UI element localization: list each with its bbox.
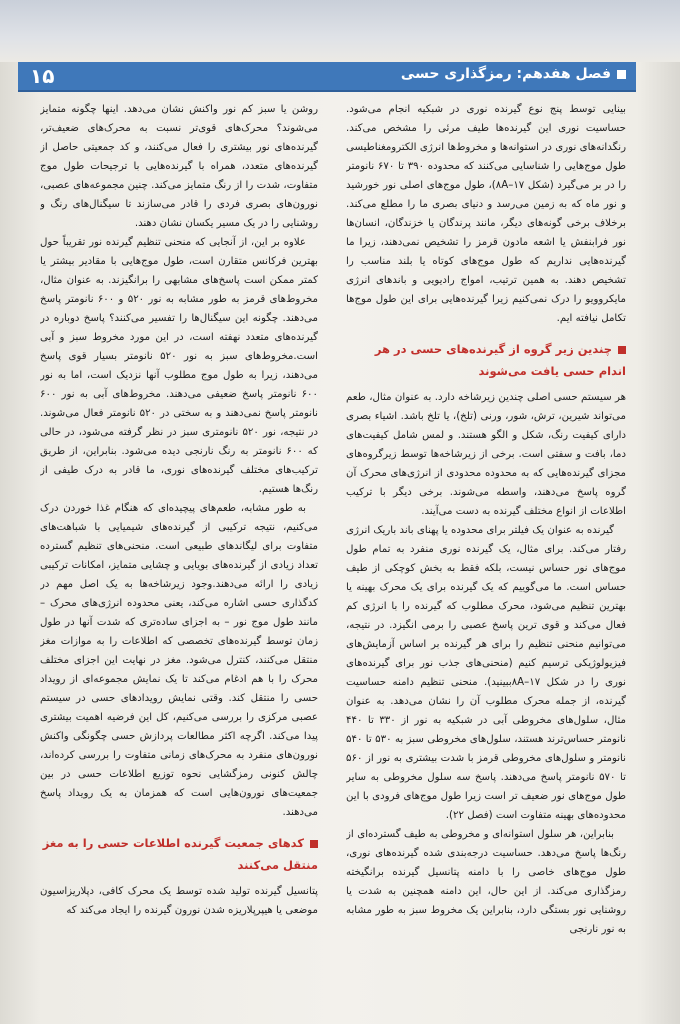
page-top-shadow — [0, 0, 680, 62]
section-heading — [346, 338, 626, 382]
paragraph: علاوه بر این، از آنجایی که منحنی تنظیم گیرنده نور تقریباً حول بهترین فرکانس متقارن است، طول موج‌هایی با مقادیر بیشتر یا کمتر ممکن است پاسخ‌های مشابهی را برانگیزند. به عنوان مثال، مخروط‌های قرمز به طور مشابه به نور ۵۲۰ و ۶۰۰ نانومتر پاسخ می‌دهند. چگونه این سیگنال‌ها را تفسیر می‌کنند؟ پاسخ دوباره در گیرنده‌های متعدد نهفته است، در این مورد مخروط سبز و آبی است.مخروط‌های سبز به نور ۵۲۰ نانومتر بسیار قوی پاسخ می‌دهند، زیرا به طول موج مطلوب آنها نزدیک است، اما به نور ۶۰۰ نانومتر پاسخ ضعیفی می‌دهند. مخروط‌های آبی به نور ۶۰۰ نانومتر پاسخ نمی‌دهند و به سختی در ۵۲۰ نانومتر فعال می‌شوند. در نتیجه، نور ۵۲۰ نانومتری سبز در نظر گرفته می‌شود، در حالی که ۶۰۰ نانومتر به رنگ نارنجی دیده می‌شود. بنابراین، از طریق ترکیب‌های مختلف گیرنده‌های نوری، ما قادر به درک طیفی از رنگ‌ها هستیم. — [40, 237, 318, 495]
section-heading-text: چندین زیر گروه از گیرنده‌های حسی در هر اندام حسی یافت می‌شوند — [374, 342, 626, 378]
paragraph: روشن یا سبز کم نور واکنش نشان می‌دهد. اینها چگونه متمایز می‌شوند؟ محرک‌های قوی‌تر نسبت به محرک‌های ضعیف‌تر، گیرنده‌های نور بیشتری را فعال می‌کنند، و کد جمعیتی حاصل از گیرنده‌های متعدد، همراه با گیرنده‌هایی با ترجیحات طول موج متفاوت، شدت را از رنگ متمایز می‌کند. چنین مجموعه‌های عصبی، نورون‌های بصری فردی را قادر می‌سازند تا سیگنال‌های رنگ و روشنایی را در یک مسیر یکسان نشان دهند. — [40, 104, 318, 229]
chapter-header-bar — [18, 62, 636, 92]
page-number: ۱۵ — [30, 64, 55, 88]
paragraph: بینایی توسط پنج نوع گیرنده نوری در شبکیه انجام می‌شود. حساسیت نوری این گیرنده‌ها طیف مرئی را مشخص می‌کند. رنگدانه‌های نوری در استوانه‌ها و مخروط‌ها انرژی الکترومغناطیسی طول موج‌هایی را شناسایی می‌کنند که محدوده ۳۹۰ تا ۶۷۰ نانومتر را در بر می‌گیرد (شکل ۸A–۱۷)، طول موج‌های اصلی نور خورشید و نور ماه که به زمین می‌رسد و دنیای بصری ما را مطلع می‌کند. برخلاف برخی گونه‌های دیگر، مانند پرندگان یا خزندگان، انسان‌ها نور فرابنفش یا اشعه مادون قرمز را تشخیص نمی‌دهند، زیرا ما گیرنده‌هایی نداریم که طول موج‌های کوتاه یا بلند مناسب را تشخیص دهند. به همین ترتیب، امواج رادیویی و باندهای انرژی مایکروویو را درک نمی‌کنیم زیرا گیرنده‌هایی برای این طول موج‌ها تکامل نیافته ایم. — [346, 104, 626, 324]
paragraph: بنابراین، هر سلول استوانه‌ای و مخروطی به طیف گسترده‌ای از رنگ‌ها پاسخ می‌دهد. حساسیت درجه‌بندی شده گیرنده‌های نوری، طول موج‌های خاصی را با دامنه پتانسیل گیرنده برانگیخته رمزگذاری می‌کند. از این حال، این دامنه همچنین به شدت یا روشنایی نور بستگی دارد، بنابراین یک مخروط سبز به طور مشابه به نور نارنجی — [346, 829, 626, 935]
left-column — [40, 100, 318, 1012]
chapter-title — [401, 66, 626, 82]
square-bullet-icon — [310, 840, 318, 848]
chapter-title-text: فصل هفدهم: رمزگذاری حسی — [400, 66, 611, 82]
paragraph: به طور مشابه، طعم‌های پیچیده‌ای که هنگام غذا خوردن درک می‌کنیم، نتیجه ترکیبی از گیرنده‌های شیمیایی با شباهت‌های متفاوت برای لیگاندهای طبیعی است. منحنی‌های تنظیم گسترده تعداد زیادی از گیرنده‌های بویایی و چشایی متمایز، امکانات ترکیبی زیادی را ارائه می‌دهند.وجود زیرشاخه‌ها به یک اصل مهم در کدگذاری حسی اشاره می‌کند، یعنی محدوده انرژی‌های محرک – مانند طول موج نور – به اجزای ساده‌تری که شدت آنها در طول زمان توسط گیرنده‌های تخصصی که اطلاعات را به موازات مغز منتقل می‌کنند، کنترل می‌شود. مغز در نهایت این اجزای مختلف محرک را با هم ادغام می‌کند تا یک نمایش مجموعه‌ای از رویداد حسی را منتقل کند. وقتی نمایش رویدادهای حسی در سیستم عصبی مرکزی را بررسی می‌کنیم، کل این فرضیه اهمیت بیشتری پیدا می‌کند. اگرچه اکثر مطالعات پردازش حسی چگونگی واکنش نورون‌های منفرد به محرک‌های زمانی متفاوت را بررسی کرده‌اند، چالش کنونی رمزگشایی نحوه توزیع اطلاعات حسی در بین جمعیت‌های نورون‌هایی است که همزمان به یک رویداد پاسخ می‌دهند. — [40, 503, 318, 818]
square-bullet-icon — [618, 346, 626, 354]
right-column — [346, 100, 626, 1012]
paragraph: هر سیستم حسی اصلی چندین زیرشاخه دارد. به عنوان مثال، طعم می‌تواند شیرین، ترش، شور، ورنی (تلخ)، یا تلخ باشد. اشیاء بصری دارای کیفیت رنگ، شکل و الگو هستند. و لمس شامل کیفیت‌های دما، بافت و سفتی است. برخی از زیرشاخه‌ها توسط زیرگروه‌های مجزای گیرنده‌هایی که به محدوده محدودی از انرژی‌های محرک آن گروه پاسخ می‌دهند، واسطه می‌شوند. برخی دیگر با ترکیب اطلاعات از انواع مختلف گیرنده به دست می‌آیند. — [346, 392, 626, 517]
section-heading-text: کدهای جمعیت گیرنده اطلاعات حسی را به مغز منتقل می‌کنند — [42, 836, 318, 872]
paragraph: پتانسیل گیرنده تولید شده توسط یک محرک کافی، دپلاریزاسیون موضعی یا هیپرپلاریزه شدن نورون گیرنده را ایجاد می‌کند که — [40, 886, 318, 916]
square-bullet-icon — [617, 70, 626, 79]
paragraph: گیرنده به عنوان یک فیلتر برای محدوده یا پهنای باند باریک انرژی رفتار می‌کند. برای مثال، یک گیرنده نوری منفرد به تمام طول موج‌های نور حساس نیست، بلکه فقط به بخش کوچکی از طیف حساس است. ما می‌گوییم که یک گیرنده برای یک محرک بهینه یا بهترین تنظیم می‌شود، محرک مطلوب که گیرنده را با انرژی کم فعال می‌کند و قوی ترین پاسخ عصبی را برمی انگیزد. در نتیجه، می‌توانیم منحنی تنظیم را برای هر گیرنده بر اساس آزمایش‌های فیزیولوژیکی ترسیم کنیم (منحنی‌های جذب نور برای گیرنده‌های نوری را در شکل ۸A–۱۷ببینید). منحنی تنظیم دامنه حساسیت گیرنده، از جمله محرک مطلوب آن را نشان می‌دهد. به عنوان مثال، سلول‌های مخروطی آبی در شبکیه به نور از ۳۳۰ تا ۴۴۰ نانومتر حساس‌ترند هستند، سلول‌های مخروطی سبز به ۵۳۰ تا ۵۴۰ نانومتر و سلول‌های مخروطی قرمز با شدت بیشتری به نور از ۵۶۰ تا ۵۷۰ نانومتر پاسخ می‌دهند. پاسخ سه سلول مخروطی به سایر طول موج‌های نور ضعیف تر است زیرا طول موج‌های فرودی با این محدوده‌های بهینه متفاوت است (فصل ۲۲). — [346, 525, 626, 821]
section-heading — [40, 832, 318, 876]
page-edge-shadow — [636, 62, 680, 1024]
